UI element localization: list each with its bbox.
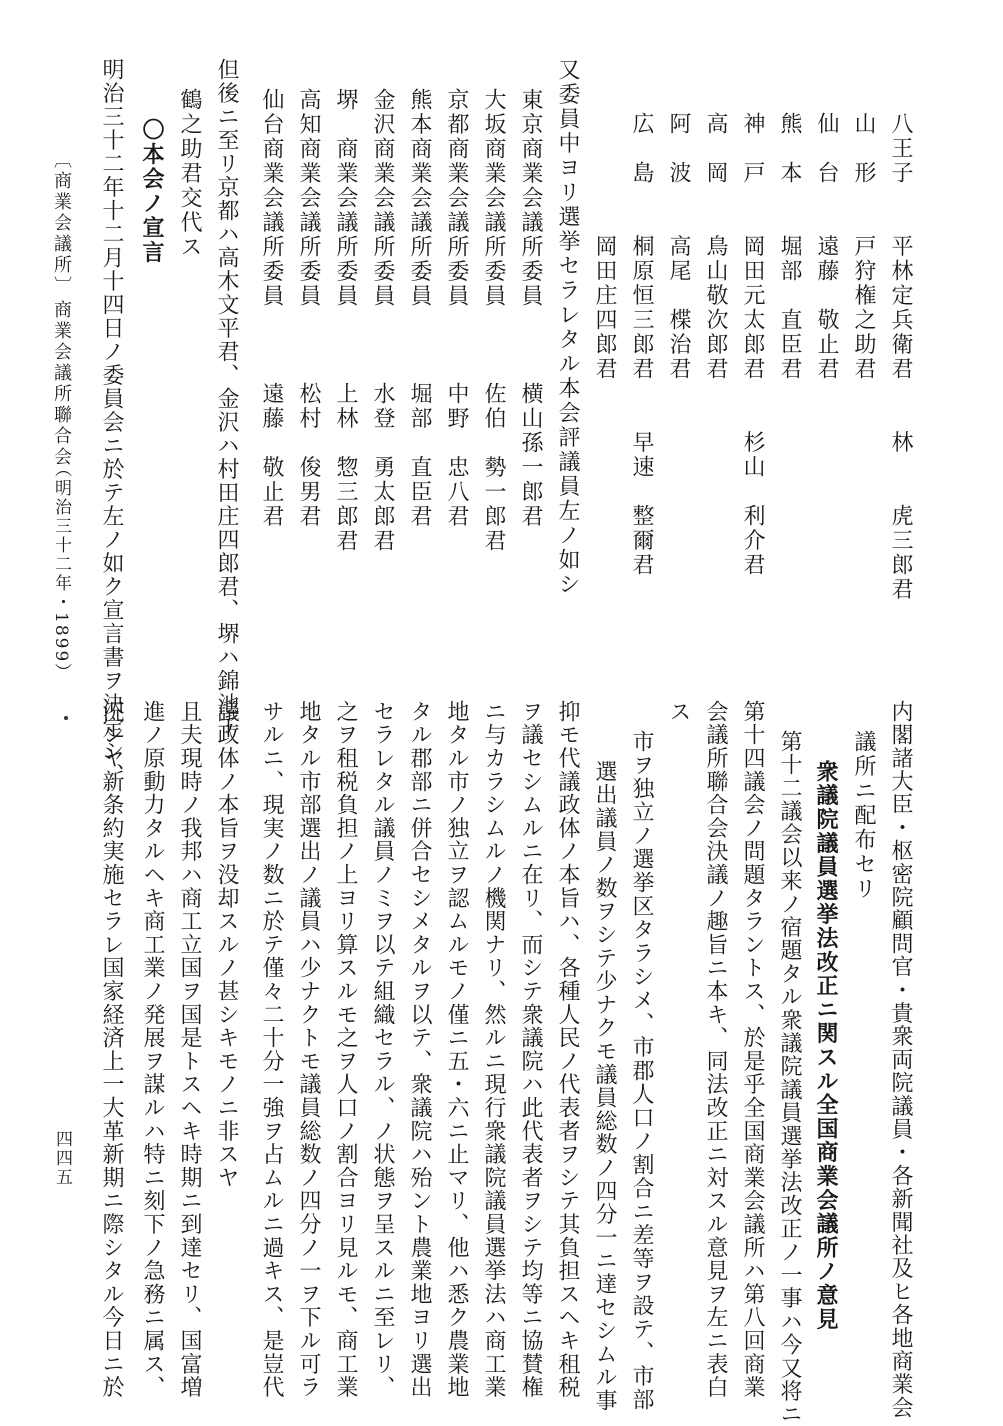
text-column: 神 戸 岡田元太郎君 杉山 利介君	[740, 112, 765, 578]
text-column: 熊本商業会議所委員 堀部 直臣君	[407, 88, 432, 529]
footer-date: （明治三十二年・1899）	[51, 460, 71, 683]
footer-bracket: 〔商業会議所〕	[51, 150, 72, 297]
text-column: 又委員中ヨリ選挙セラレタル本会評議員左ノ如シ	[555, 58, 580, 597]
text-column: 京都商業会議所委員 中野 忠八君	[444, 88, 469, 529]
text-column: 地タル市部選出ノ議員ハ少ナクトモ議員総数ノ四分ノ一ヲ下ル可ラ	[296, 700, 321, 1399]
text-column: 抑モ代議政体ノ本旨ハ、各種人民ノ代表者ヲシテ其負担スヘキ租税	[555, 700, 580, 1399]
text-column: 大坂商業会議所委員 佐伯 勢一郎君	[481, 88, 506, 554]
text-column: 鶴之助君交代ス	[177, 88, 202, 260]
text-column: 議政体ノ本旨ヲ没却スルノ甚シキモノニ非スヤ	[214, 700, 239, 1190]
text-column: ヲ議セシムルニ在リ、而シテ衆議院ハ此代表者ヲシテ均等ニ協賛権	[518, 700, 543, 1399]
text-column: セラレタル議員ノミヲ以テ組織セラル、ノ状態ヲ呈スルニ至レリ、	[370, 700, 395, 1399]
text-column: 高 岡 鳥山敬次郎君	[703, 112, 728, 382]
text-column: 阿 波 高尾 楪治君	[666, 112, 691, 382]
text-column: サルニ、現実ノ数ニ於テ僅々二十分一強ヲ占ムルニ過キス、是豈代	[259, 700, 284, 1399]
text-column: 且夫現時ノ我邦ハ商工立国ヲ国是トスヘキ時期ニ到達セリ、国富増	[177, 700, 202, 1399]
text-column: 八王子 平林定兵衛君 林 虎三郎君	[888, 112, 913, 602]
text-column: 明治三十二年十二月十四日ノ委員会ニ於テ左ノ如ク宣言書ヲ決定シ、	[99, 58, 124, 787]
text-column: 堺 商業会議所委員 上林 惣三郎君	[333, 88, 358, 554]
text-column: 議所ニ配布セリ	[851, 730, 876, 902]
text-column: ニ与カラシムルノ機関ナリ、然ルニ現行衆議院議員選挙法ハ商工業	[481, 700, 506, 1399]
text-column: 進ノ原動力タルヘキ商工業ノ発展ヲ謀ルハ特ニ刻下ノ急務ニ属ス、	[140, 700, 165, 1399]
text-column: 熊 本 堀部 直臣君	[777, 112, 802, 382]
margin-mark	[64, 716, 68, 720]
text-column: 之ヲ租税負担ノ上ヨリ算スルモ之ヲ人口ノ割合ヨリ見ルモ、商工業	[333, 700, 358, 1399]
section-heading: 〇本会ノ宣言	[139, 118, 165, 265]
text-column: 選出議員ノ数ヲシテ少ナクモ議員総数ノ四分一ニ達セシムル事	[592, 760, 617, 1413]
text-column: 但後ニ至リ京都ハ高木文平君、金沢ハ村田庄四郎君、堺ハ錦池千	[214, 58, 239, 740]
text-column: 東京商業会議所委員 横山孫一郎君	[518, 88, 543, 529]
text-column: 市ヲ独立ノ選挙区タラシメ、市郡人口ノ割合ニ差等ヲ設テ、市部	[629, 730, 654, 1412]
text-column: 第十四議会ノ問題タラントス、於是乎全国商業会議所ハ第八回商業	[740, 700, 765, 1399]
text-column: 内閣諸大臣・枢密院顧問官・貴衆両院議員・各新聞社及ヒ各地商業会	[888, 700, 913, 1420]
text-column: 金沢商業会議所委員 水登 勇太郎君	[370, 88, 395, 554]
text-column: 高知商業会議所委員 松村 俊男君	[296, 88, 321, 529]
text-column: 仙台商業会議所委員 遠藤 敬止君	[259, 88, 284, 529]
text-column: 会議所聯合会決議ノ趣旨ニ本キ、同法改正ニ対スル意見ヲ左ニ表白	[703, 700, 728, 1399]
text-column: 第十二議会以来ノ宿題タル衆議院議員選挙法改正ノ一事ハ今又将ニ	[777, 730, 802, 1426]
footer-title: 商業会議所聯合会	[51, 300, 72, 468]
text-column: 況ンヤ新条約実施セラレ国家経済上一大革新期ニ際シタル今日ニ於	[99, 700, 124, 1399]
text-column: タル郡部ニ併合セシメタルヲ以テ、衆議院ハ殆ント農業地ヨリ選出	[407, 700, 432, 1399]
section-heading: 衆議院議員選挙法改正ニ関スル全国商業会議所ノ意見	[813, 760, 839, 1332]
text-column: ス	[666, 700, 691, 725]
text-column: 山 形 戸狩権之助君	[851, 112, 876, 382]
text-column: 地タル市ノ独立ヲ認ムルモノ僅ニ五・六ニ止マリ、他ハ悉ク農業地	[444, 700, 469, 1399]
page-number: 四四五	[52, 1130, 72, 1187]
text-column: 仙 台 遠藤 敬止君	[814, 112, 839, 382]
text-column: 広 島 桐原恒三郎君 早速 整爾君	[629, 112, 654, 578]
text-column: 岡田庄四郎君	[592, 112, 617, 382]
